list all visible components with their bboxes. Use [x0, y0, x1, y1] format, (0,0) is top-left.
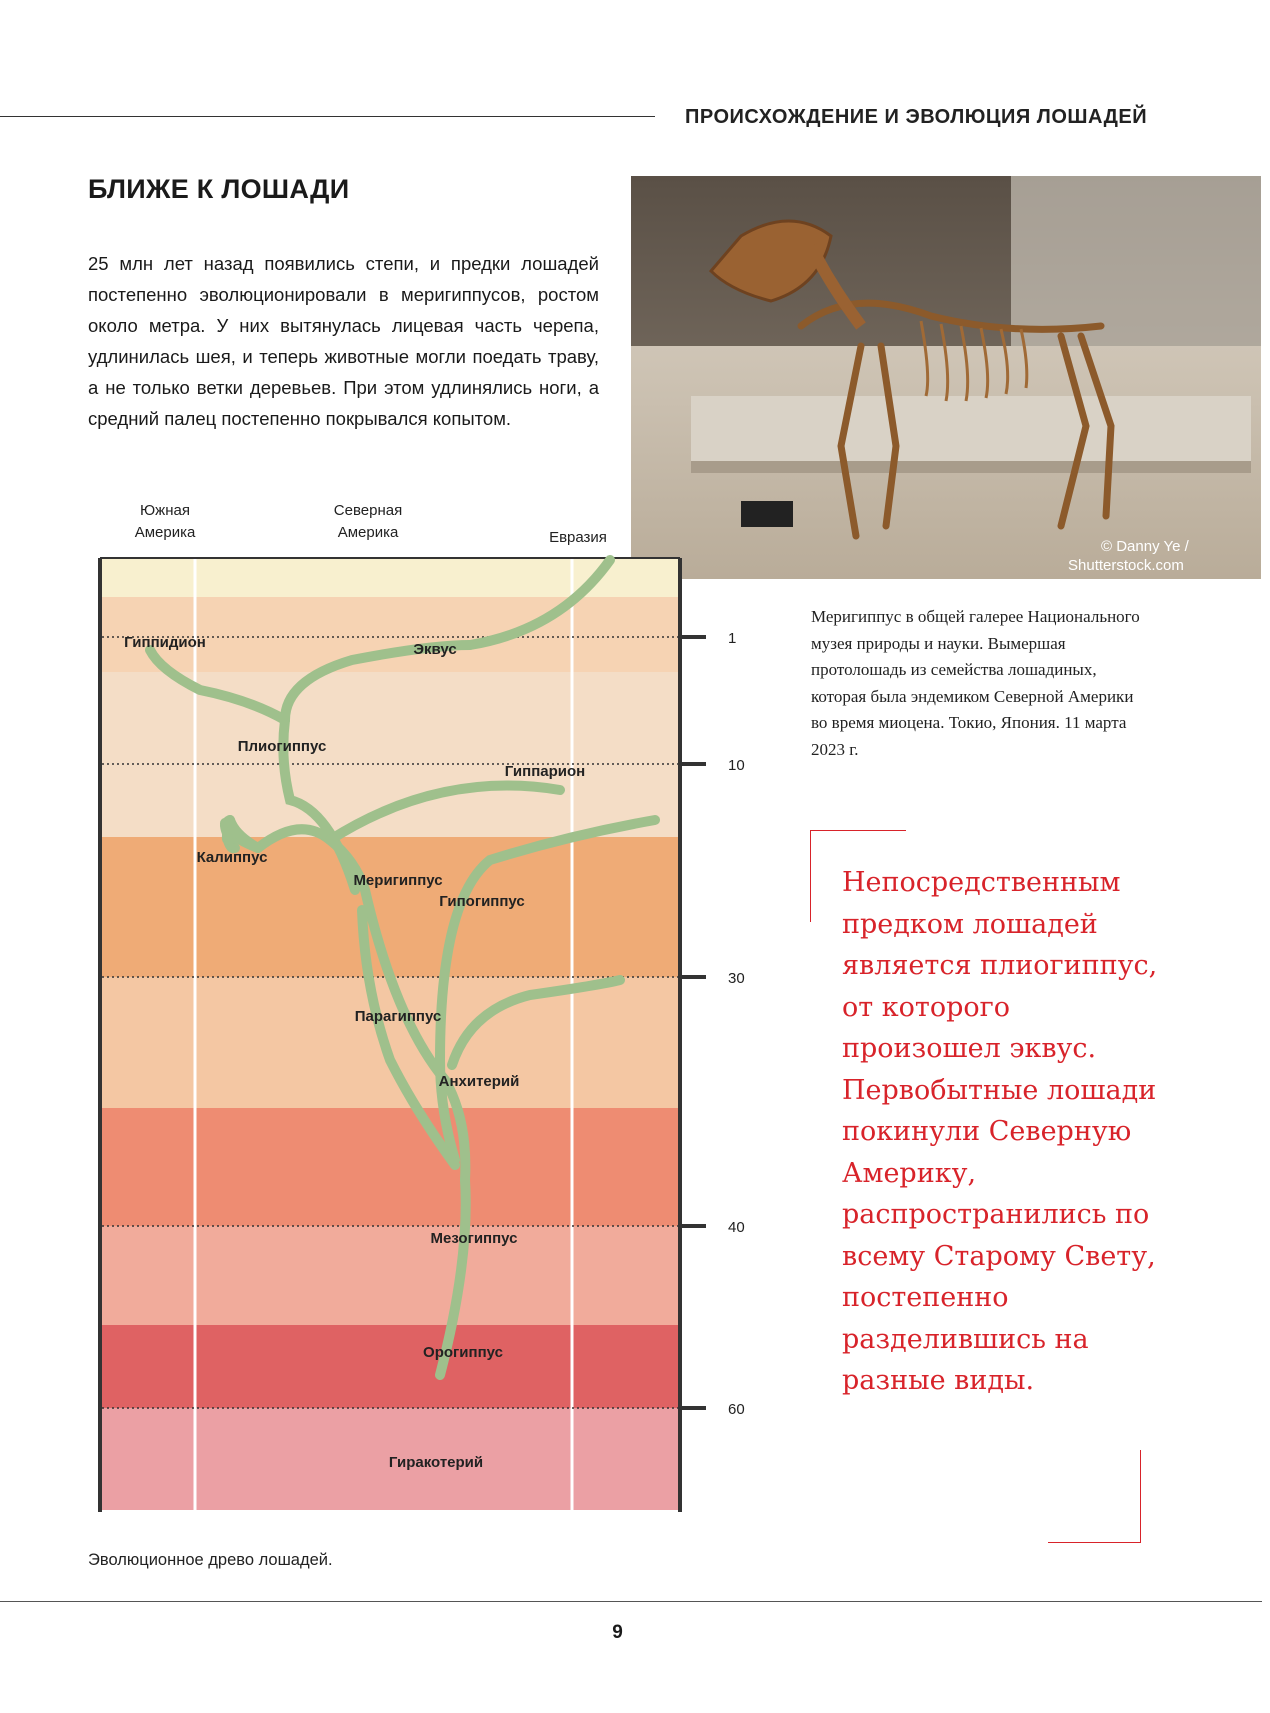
time-tick-label: 1 — [728, 630, 737, 647]
taxon-label: Мезогиппус — [430, 1230, 518, 1247]
taxon-label: Плиогиппус — [237, 738, 327, 755]
region-labels — [135, 502, 607, 546]
region-label: Америка — [134, 524, 196, 541]
region-label: Северная — [333, 502, 403, 519]
taxon-label: Меригиппус — [353, 872, 443, 889]
taxon-label: Гипогиппус — [439, 893, 525, 910]
taxon-label: Анхитерий — [438, 1073, 520, 1090]
article-title: БЛИЖЕ К ЛОШАДИ — [88, 174, 350, 204]
time-tick-labels — [728, 630, 745, 1418]
geologic-bands — [100, 558, 680, 1510]
time-tick-label: 60 — [728, 1401, 745, 1418]
photo-credit-1: © Danny Ye / — [1101, 538, 1189, 555]
time-tick-label: 30 — [728, 970, 745, 987]
article-body: 25 млн лет назад появились степи, и предки лошадей постепенно эволюционировали в меригиппусов, ростом около метра. У них вытянулась лицевая часть черепа, удлинилась шея, и теперь животные могли поедать траву, а не только ветки деревьев. При этом удлинялись ноги, а средний палец постепенно покрывался копытом. — [88, 253, 599, 429]
time-ticks — [680, 637, 706, 1408]
taxon-label: Парагиппус — [354, 1008, 442, 1025]
photo-caption: Меригиппус в общей галерее Национального музея природы и науки. Вымершая протолошадь из семейства лошадиных, которая была эндемиком Северной Америки во время миоцена. Токио, Япония. 11 марта 2023 г. — [811, 607, 1140, 759]
region-label: Южная — [140, 502, 190, 519]
section-header: ПРОИСХОЖДЕНИЕ И ЭВОЛЮЦИЯ ЛОШАДЕЙ — [685, 106, 1148, 128]
taxon-label: Гиппидион — [124, 634, 206, 651]
footer-rule — [0, 1601, 1262, 1602]
geologic-band — [100, 1226, 680, 1325]
quote-corner-bottom-vertical — [1140, 1450, 1141, 1542]
region-label: Америка — [337, 524, 399, 541]
quote-corner-top — [810, 830, 906, 831]
pull-quote: Непосредственным предком лошадей является плиогиппус, от которого произошел эквус. Первобытные лошади покинули Северную Америку, распространились по всему Старому Свету, постепенно разделившись на разные виды. — [842, 867, 1158, 1396]
header-rule — [0, 116, 655, 117]
taxon-label: Орогиппус — [423, 1344, 503, 1361]
time-tick-label: 40 — [728, 1219, 745, 1236]
evolution-tree-diagram — [0, 500, 760, 1530]
taxon-label: Гиппарион — [504, 763, 586, 780]
time-tick-label: 10 — [728, 757, 745, 774]
geologic-band — [100, 977, 680, 1108]
quote-corner-top-vertical — [810, 830, 811, 922]
geologic-band — [100, 837, 680, 977]
geologic-band — [100, 1325, 680, 1408]
taxon-label: Гиракотерий — [388, 1454, 484, 1471]
taxon-label: Эквус — [413, 641, 457, 658]
photo-credit-2: Shutterstock.com — [1068, 557, 1184, 574]
taxon-label: Калиппус — [196, 849, 268, 866]
quote-corner-bottom — [1048, 1542, 1141, 1543]
region-label: Евразия — [549, 529, 607, 546]
figure-caption: Эволюционное древо лошадей. — [88, 1551, 333, 1569]
geologic-band — [100, 1108, 680, 1226]
page-number: 9 — [612, 1622, 623, 1643]
